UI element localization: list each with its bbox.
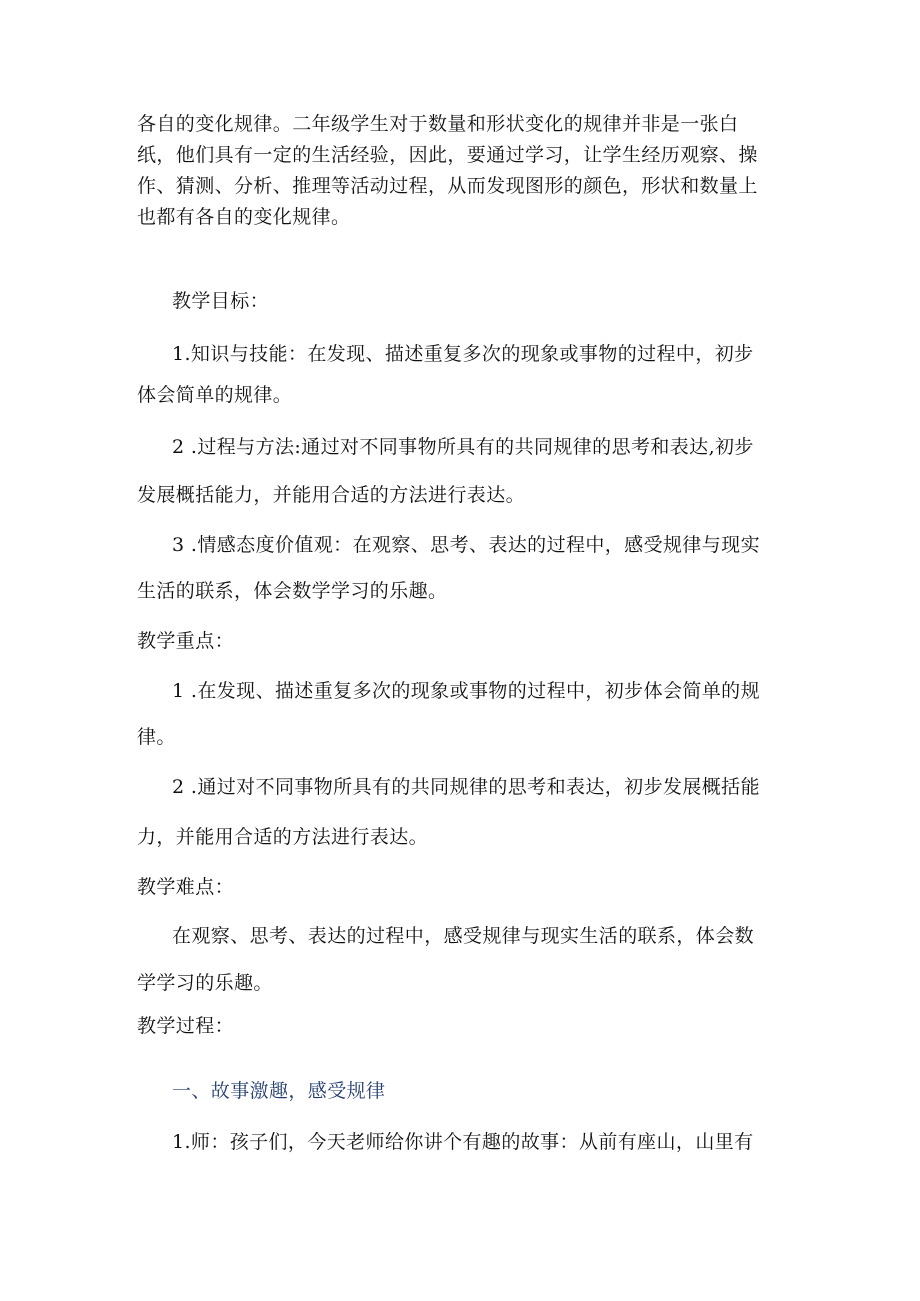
objective-1-line-1: 1.知识与技能：在发现、描述重复多次的现象或事物的过程中，初步	[172, 343, 754, 365]
objective-3-line-1: 3 .情感态度价值观：在观察、思考、表达的过程中，感受规律与现实	[172, 534, 760, 556]
intro-line-1: 各自的变化规律。二年级学生对于数量和形状变化的规律并非是一张白	[137, 113, 739, 135]
objective-1-line-2: 体会简单的规律。	[137, 384, 293, 406]
key-point-2-line-2: 力，并能用合适的方法进行表达。	[137, 826, 429, 848]
intro-line-3: 作、猜测、分析、推理等活动过程，从而发现图形的颜色，形状和数量上	[137, 175, 758, 197]
objective-2-line-1: 2 .过程与方法:通过对不同事物所具有的共同规律的思考和表达,初步	[172, 436, 754, 458]
key-points-heading: 教学重点：	[137, 630, 235, 652]
difficulties-line-2: 学学习的乐趣。	[137, 972, 273, 994]
process-item-1: 1.师：孩子们，今天老师给你讲个有趣的故事：从前有座山，山里有	[172, 1131, 754, 1153]
objectives-heading: 教学目标：	[172, 290, 270, 312]
process-section-1-title: 一、故事激趣，感受规律	[172, 1080, 386, 1102]
objective-2-line-2: 发展概括能力，并能用合适的方法进行表达。	[137, 484, 526, 506]
key-point-1-line-2: 律。	[137, 726, 176, 748]
intro-line-4: 也都有各自的变化规律。	[137, 206, 351, 228]
objective-3-line-2: 生活的联系，体会数学学习的乐趣。	[137, 580, 448, 602]
difficulties-heading: 教学难点：	[137, 876, 235, 898]
intro-line-2: 纸，他们具有一定的生活经验，因此，要通过学习，让学生经历观察、操	[137, 144, 758, 166]
process-heading: 教学过程：	[137, 1015, 235, 1037]
difficulties-line-1: 在观察、思考、表达的过程中，感受规律与现实生活的联系，体会数	[172, 925, 755, 947]
key-point-1-line-1: 1 .在发现、描述重复多次的现象或事物的过程中，初步体会简单的规	[172, 680, 760, 702]
key-point-2-line-1: 2 .通过对不同事物所具有的共同规律的思考和表达，初步发展概括能	[172, 776, 760, 798]
